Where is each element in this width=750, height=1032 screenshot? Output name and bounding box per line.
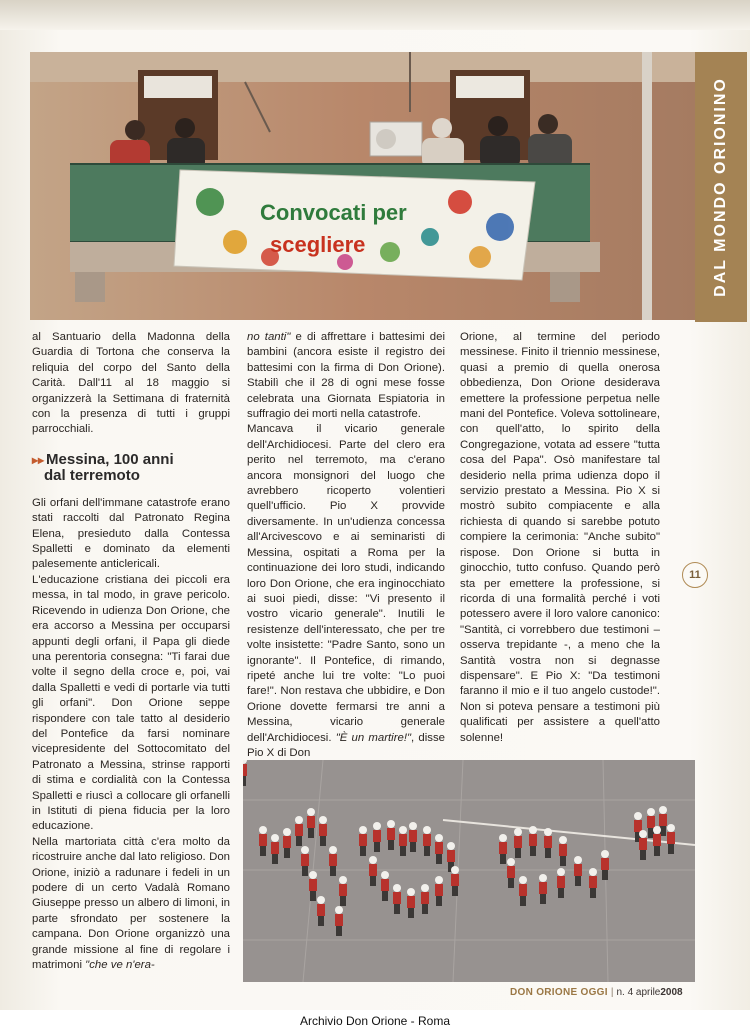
balcony-photo xyxy=(30,52,695,320)
page-footer xyxy=(510,987,683,998)
col2-paragraph-1 xyxy=(247,330,445,422)
col1-p4-text: Nella martoriata città c'era molto da ricostruire anche dal lato religioso. Don Orione, iniziò a radunare i fedeli in un podere di un certo Vadalà Romano Giuseppe presso un albero di limoni, in parte sfrondato per sostenere la campana. Don Orione organizzò una grande missione al fine di regolare i matrimoni xyxy=(32,835,230,972)
page-top-shadow xyxy=(0,0,750,30)
col1-paragraph-2: Gli orfani dell'immane catastrofe erano stati raccolti dal Patronato Regina Elena, presieduto dalla Contessa Spalletti e dominato da elementi palesemente anticlericali. xyxy=(32,496,230,571)
text-column-1 xyxy=(32,330,230,973)
archive-caption: Archivio Don Orione - Roma xyxy=(299,1014,451,1028)
col3-paragraph-1: Orione, al termine del periodo messinese. Finito il triennio messinese, quasi a premio di quella onerosa obbedienza, Don Orione desiderava emettere la professione perpetua nelle mani del Pontefice. Voleva sottolinearе, con quell'atto, lo spirito della Congregazione, votata ad essere "tutta cosa del Papa". Osò manifestare tal desiderio nella prima udienza dopo il servizio prestato a Messina. Pio X si mostrò subito compiacente e alla richiesta di quando si sarebbe potuto compiere la cerimonia: "Anche subito" rispose. Don Orione si butta in ginocchio, tutto confuso. Quando però sta per emettere la professione, si ricorda di una formalità perché i voti potessero avere il loro valore canonico: "Santità, ci vorrebbero due testimoni – osserva trepidante -, a meno che la Santità vostra non si degnasse dispensare". E Pio X: "Da testimoni faranno il mio e il tuo angelo custode!". Non si poteva pensare a testimoni più qualificati per assistere a quell'atto solenne! xyxy=(460,331,660,744)
footer-separator: | xyxy=(610,987,614,998)
section-heading xyxy=(32,452,230,484)
page-number: 11 xyxy=(682,562,708,588)
children-square-photo xyxy=(243,760,695,982)
col1-p4-italic: "che ve n'era- xyxy=(85,959,155,972)
section-tab xyxy=(695,52,747,322)
col2-lead-italic: no tanti" xyxy=(247,331,291,343)
text-column-3 xyxy=(460,330,660,746)
text-column-2 xyxy=(247,330,445,761)
col2-p2-italic: "È un martire!" xyxy=(335,731,412,744)
double-arrow-icon: ▸▸ xyxy=(32,452,45,467)
col2-p2-text: Mancava il vicario generale dell'Archidiocesi. Parte del clero era perito nel terremoto, ma c'erano ancora monsignori del luogo che avrebbero ricoperto volentieri quell'ufficio. Pio X provvide diversamente. In un'udienza concessa all'Arcivescovo e ai seminaristi di Messina, ospitati a Roma per la continuazione dei loro studi, indicando loro Don Orione, che era inginocchiato ai suoi piedi, disse: "Vi presento il vostro vicario generale". Inutili le resistenze dell'interessato, che per tre volte insistette: "Padre Santo, sono un ignorante". Il Pontefice, di rimando, ripeté anche lui tre volte: "Lo puoi fare!". Non restava che ubbidire, e Don Orione dovette fermarsi tre anni a Messina, vicario generale dell'Archidiocesi. xyxy=(247,423,445,744)
col2-paragraph-2 xyxy=(247,422,445,761)
col1-paragraph-1: al Santuario della Madonna della Guardia di Tortona che conserva la reliquia del corpo del Santo della Carità. Dall'11 al 18 maggio si organizzerà la Settimana di fraternità con la presenza di tutti i gruppi parrocchiali. xyxy=(32,331,230,436)
col2-p2-end: , disse Pio X di Don xyxy=(247,731,445,759)
section-tab-label: DAL MONDO ORIONINO xyxy=(712,77,729,297)
col1-paragraph-3: L'educazione cristiana dei piccoli era messa, in tal modo, in grave pericolo. Ricevendo in udienza Don Orione, che era accorso a Messina per occuparsi appunti degli orfani, il Papa gli diede una perentoria consegna: "Ti farai due volte il segno della croce e, poi, vai dalla Spalletti e vedi di portarle via tutti gli orfani". Don Orione seppe rispondere con tale tatto al desiderio del Pontefice da farsi nominare vicepresidente del Sottocomitato del Patronato a Messina, strinse rapporti di stima e cordialità con la Contessa Spalletti e riuscì a collocare gli orfanelli in Istituti di piena fiducia per la loro educazione. xyxy=(32,573,230,833)
magazine-name: DON ORIONE OGGI xyxy=(510,987,608,998)
col2-p1-rest: e di affrettare i battesimi dei bambini (ancora esiste il registro dei battesimi con la firma di Don Orione). Stabilì che il 28 di ogni mese fosse celebrata una Giornata Espiatoria in suffragio dei morti nella catastrofe. xyxy=(247,331,445,421)
issue-label: n. 4 aprile xyxy=(616,987,661,998)
heading-line-1: Messina, 100 anni xyxy=(46,450,174,468)
heading-line-2: dal terremoto xyxy=(44,466,140,484)
issue-year: 2008 xyxy=(660,987,683,998)
col1-paragraph-4 xyxy=(32,835,230,974)
banner-text-1: Convocati per xyxy=(260,200,407,225)
banner-text-2: scegliere xyxy=(270,232,366,257)
